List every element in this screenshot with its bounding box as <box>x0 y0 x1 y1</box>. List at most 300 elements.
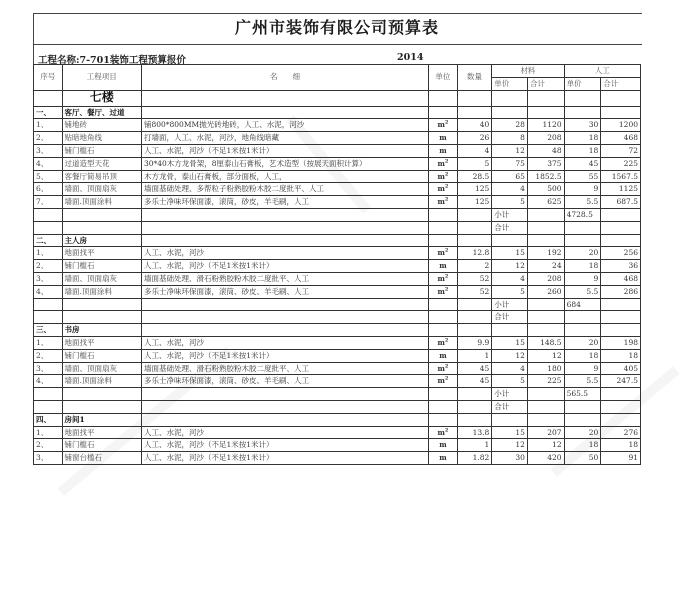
unit-text: m <box>437 248 445 258</box>
row-material-total: 260 <box>527 285 564 298</box>
row-item-name: 墙面、顶面扇灰 <box>62 272 141 285</box>
floor-label: 七楼 <box>62 90 141 106</box>
empty-cell <box>429 324 458 337</box>
floor-row <box>34 90 641 106</box>
row-material-unit-price: 5 <box>492 375 528 388</box>
unit-superscript: 2 <box>444 286 449 293</box>
row-description: 人工、水泥，河沙（不足1米按1米计） <box>141 144 428 157</box>
row-unit <box>429 349 458 362</box>
empty-cell <box>62 311 141 324</box>
row-index: 4、 <box>34 157 63 170</box>
row-item-name: 铺门槛石 <box>62 144 141 157</box>
row-labor-total: 198 <box>601 336 641 349</box>
row-material-total: 625 <box>527 196 564 209</box>
row-material-unit-price: 15 <box>492 426 528 439</box>
row-labor-unit-price: 20 <box>564 426 601 439</box>
section-index: 一、 <box>34 106 63 119</box>
row-unit <box>429 362 458 375</box>
row-labor-total: 1567.5 <box>601 170 641 183</box>
row-item-name: 铺门槛石 <box>62 260 141 273</box>
row-item-name: 墙面.顶面涂料 <box>62 375 141 388</box>
row-index: 1、 <box>34 426 63 439</box>
row-description: 墙面基础处理、滑石粉熟胶粉木胶二度批平、人工 <box>141 272 428 285</box>
section-header-row <box>34 324 641 337</box>
empty-cell <box>429 221 458 234</box>
empty-cell <box>527 400 564 413</box>
header-material: 材料 <box>492 65 564 78</box>
header-material-total: 合计 <box>527 77 564 90</box>
table-row <box>34 272 641 285</box>
row-unit <box>429 452 458 465</box>
row-unit <box>429 170 458 183</box>
row-unit <box>429 375 458 388</box>
empty-cell <box>457 388 492 401</box>
row-index: 3、 <box>34 362 63 375</box>
subtotal-row <box>34 388 641 401</box>
row-description: 人工、水泥，河沙（不足1米按1米计） <box>141 452 428 465</box>
row-labor-unit-price: 5.5 <box>564 196 601 209</box>
table-row <box>34 336 641 349</box>
table-row <box>34 426 641 439</box>
unit-superscript: 2 <box>444 363 449 370</box>
empty-cell <box>141 400 428 413</box>
row-index: 3、 <box>34 272 63 285</box>
row-index: 2、 <box>34 349 63 362</box>
row-material-unit-price: 15 <box>492 247 528 260</box>
row-labor-total: 91 <box>601 452 641 465</box>
page-title: 广州市装饰有限公司预算表 <box>234 18 439 37</box>
row-material-total: 420 <box>527 452 564 465</box>
unit-text: m <box>437 158 445 168</box>
table-row <box>34 183 641 196</box>
row-labor-unit-price: 18 <box>564 132 601 145</box>
empty-cell <box>34 311 63 324</box>
empty-cell <box>601 400 641 413</box>
row-description: 木方龙骨，泰山石膏板，部分面板，人工， <box>141 170 428 183</box>
empty-cell <box>62 208 141 221</box>
empty-cell <box>564 234 601 247</box>
empty-cell <box>527 324 564 337</box>
section-header-row <box>34 106 641 119</box>
row-item-name: 铺门槛石 <box>62 349 141 362</box>
section-header-row <box>34 234 641 247</box>
section-name: 客厅、餐厅、过道 <box>62 106 141 119</box>
row-labor-total: 468 <box>601 272 641 285</box>
row-material-total: 208 <box>527 132 564 145</box>
row-labor-unit-price: 50 <box>564 452 601 465</box>
row-index: 5、 <box>34 170 63 183</box>
section-name: 房间1 <box>62 413 141 426</box>
row-description: 人工、水泥，河沙（不足1米按1米计） <box>141 260 428 273</box>
header-item: 工程项目 <box>62 65 141 91</box>
table-row <box>34 157 641 170</box>
row-quantity: 45 <box>457 362 492 375</box>
empty-cell <box>601 413 641 426</box>
row-unit <box>429 272 458 285</box>
unit-text: m <box>439 453 447 463</box>
header-labor-total: 合计 <box>601 77 641 90</box>
empty-cell <box>601 311 641 324</box>
row-index: 6、 <box>34 183 63 196</box>
table-row <box>34 144 641 157</box>
header-material-unit-price: 单价 <box>492 77 528 90</box>
header-index: 序号 <box>34 65 63 91</box>
empty-cell <box>527 413 564 426</box>
row-item-name: 贴暗地角线 <box>62 132 141 145</box>
row-item-name: 铺地砖 <box>62 119 141 132</box>
year-label: 2014 <box>397 52 424 63</box>
row-labor-unit-price: 18 <box>564 260 601 273</box>
empty-cell <box>62 298 141 311</box>
unit-text: m <box>437 363 445 373</box>
row-description: 人工、水泥，河沙（不足1米按1米计） <box>141 439 428 452</box>
row-quantity: 125 <box>457 183 492 196</box>
row-description: 人工、水泥，河沙 <box>141 247 428 260</box>
table-row <box>34 119 641 132</box>
table-row <box>34 349 641 362</box>
row-unit <box>429 119 458 132</box>
row-labor-total: 468 <box>601 132 641 145</box>
row-material-unit-price: 12 <box>492 439 528 452</box>
unit-superscript: 2 <box>444 273 449 280</box>
empty-cell <box>457 208 492 221</box>
row-labor-unit-price: 18 <box>564 439 601 452</box>
row-index: 2、 <box>34 439 63 452</box>
table-row <box>34 170 641 183</box>
row-item-name: 客餐厅简易吊顶 <box>62 170 141 183</box>
row-quantity: 45 <box>457 375 492 388</box>
row-material-unit-price: 5 <box>492 196 528 209</box>
row-material-unit-price: 12 <box>492 144 528 157</box>
row-material-total: 180 <box>527 362 564 375</box>
row-item-name: 铺门槛石 <box>62 439 141 452</box>
unit-text: m <box>439 350 447 360</box>
row-material-total: 12 <box>527 439 564 452</box>
table-row <box>34 452 641 465</box>
project-name: 工程名称:7-701装饰工程预算报价 <box>38 55 186 66</box>
row-quantity: 1 <box>457 439 492 452</box>
row-description: 人工、水泥，河沙 <box>141 336 428 349</box>
empty-cell <box>492 324 528 337</box>
row-material-total: 208 <box>527 272 564 285</box>
header-labor-unit-price: 单价 <box>564 77 601 90</box>
unit-superscript: 2 <box>444 376 449 382</box>
unit-superscript: 2 <box>444 248 449 255</box>
row-description: 墙面基础处理、多帮粒子粉熟胶粉木胶二度批平、人工 <box>141 183 428 196</box>
row-material-unit-price: 12 <box>492 260 528 273</box>
unit-text: m <box>439 145 447 155</box>
row-material-unit-price: 4 <box>492 183 528 196</box>
empty-cell <box>457 413 492 426</box>
total-row <box>34 221 641 234</box>
row-labor-total: 36 <box>601 260 641 273</box>
row-index: 2、 <box>34 132 63 145</box>
empty-cell <box>141 324 428 337</box>
empty-cell <box>564 324 601 337</box>
empty-cell <box>457 106 492 119</box>
section-index: 四、 <box>34 413 63 426</box>
row-quantity: 125 <box>457 196 492 209</box>
section-header-row <box>34 413 641 426</box>
row-material-unit-price: 4 <box>492 272 528 285</box>
unit-superscript: 2 <box>444 196 449 203</box>
empty-cell <box>457 311 492 324</box>
row-unit <box>429 196 458 209</box>
row-index: 1、 <box>34 119 63 132</box>
unit-superscript: 2 <box>444 158 449 165</box>
row-labor-unit-price: 9 <box>564 272 601 285</box>
subtotal-value: 565.5 <box>564 388 601 401</box>
row-unit <box>429 157 458 170</box>
row-quantity: 52 <box>457 272 492 285</box>
unit-text: m <box>437 197 445 207</box>
empty-cell <box>429 208 458 221</box>
empty-cell <box>141 298 428 311</box>
row-quantity: 4 <box>457 144 492 157</box>
empty-cell <box>527 208 564 221</box>
row-index: 3、 <box>34 144 63 157</box>
row-description: 铺800*800MM抛光砖地砖，人工、水泥，河沙 <box>141 119 428 132</box>
row-description: 打墙面，人工、水泥，河沙，地角线暗藏 <box>141 132 428 145</box>
empty-cell <box>429 400 458 413</box>
unit-superscript: 2 <box>444 184 449 191</box>
table-row <box>34 260 641 273</box>
empty-cell <box>429 106 458 119</box>
empty-cell <box>34 221 63 234</box>
row-material-unit-price: 12 <box>492 349 528 362</box>
row-material-total: 225 <box>527 375 564 388</box>
row-labor-unit-price: 20 <box>564 336 601 349</box>
row-item-name: 墙面.顶面涂料 <box>62 196 141 209</box>
table-row <box>34 247 641 260</box>
unit-superscript: 2 <box>444 171 449 178</box>
row-material-total: 12 <box>527 349 564 362</box>
row-material-total: 24 <box>527 260 564 273</box>
empty-cell <box>601 324 641 337</box>
table-row <box>34 375 641 388</box>
header-unit: 单位 <box>429 65 458 91</box>
row-quantity: 9.9 <box>457 336 492 349</box>
table-row <box>34 285 641 298</box>
row-index: 1、 <box>34 336 63 349</box>
row-quantity: 28.5 <box>457 170 492 183</box>
table-row <box>34 196 641 209</box>
unit-text: m <box>437 337 445 347</box>
empty-cell <box>141 388 428 401</box>
row-material-total: 48 <box>527 144 564 157</box>
unit-superscript: 2 <box>444 427 449 434</box>
row-labor-unit-price: 9 <box>564 362 601 375</box>
section-index: 二、 <box>34 234 63 247</box>
row-material-total: 1852.5 <box>527 170 564 183</box>
unit-text: m <box>437 120 445 130</box>
row-quantity: 5 <box>457 157 492 170</box>
unit-superscript: 2 <box>444 120 449 127</box>
empty-cell <box>429 413 458 426</box>
row-description: 多乐士净味环保面漆，滚筒、砂皮、羊毛刷、人工 <box>141 375 428 388</box>
row-material-unit-price: 4 <box>492 362 528 375</box>
unit-text: m <box>437 273 445 283</box>
row-unit <box>429 247 458 260</box>
unit-text: m <box>439 261 447 271</box>
row-quantity: 40 <box>457 119 492 132</box>
row-description: 人工、水泥，河沙（不足1米按1米计） <box>141 349 428 362</box>
row-labor-unit-price: 20 <box>564 247 601 260</box>
empty-cell <box>429 298 458 311</box>
empty-cell <box>34 400 63 413</box>
row-item-name: 地面找平 <box>62 247 141 260</box>
row-material-unit-price: 75 <box>492 157 528 170</box>
empty-cell <box>457 234 492 247</box>
row-labor-total: 72 <box>601 144 641 157</box>
empty-cell <box>492 234 528 247</box>
row-item-name: 铺窗台槛石 <box>62 452 141 465</box>
unit-text: m <box>437 286 445 296</box>
empty-cell <box>62 388 141 401</box>
row-labor-unit-price: 30 <box>564 119 601 132</box>
row-item-name: 过道造型天花 <box>62 157 141 170</box>
row-labor-total: 256 <box>601 247 641 260</box>
empty-cell <box>457 221 492 234</box>
row-index: 7、 <box>34 196 63 209</box>
row-index: 4、 <box>34 375 63 388</box>
row-labor-total: 225 <box>601 157 641 170</box>
row-material-total: 500 <box>527 183 564 196</box>
empty-cell <box>564 413 601 426</box>
empty-cell <box>527 311 564 324</box>
unit-text: m <box>437 376 445 386</box>
row-labor-unit-price: 18 <box>564 144 601 157</box>
unit-text: m <box>437 171 445 181</box>
row-item-name: 墙面、顶面扇灰 <box>62 183 141 196</box>
row-labor-total: 405 <box>601 362 641 375</box>
divider <box>33 43 34 65</box>
total-label: 合计 <box>492 221 528 234</box>
total-label: 合计 <box>492 311 528 324</box>
row-material-unit-price: 28 <box>492 119 528 132</box>
row-index: 1、 <box>34 247 63 260</box>
empty-cell <box>457 324 492 337</box>
empty-cell <box>429 234 458 247</box>
empty-cell <box>564 311 601 324</box>
total-label: 合计 <box>492 400 528 413</box>
row-material-unit-price: 65 <box>492 170 528 183</box>
empty-cell <box>601 234 641 247</box>
row-description: 多乐士净味环保面漆，滚筒，砂皮，羊毛刷，人工 <box>141 196 428 209</box>
empty-cell <box>457 298 492 311</box>
row-item-name: 地面找平 <box>62 426 141 439</box>
empty-cell <box>492 106 528 119</box>
row-labor-unit-price: 18 <box>564 349 601 362</box>
row-labor-total: 687.5 <box>601 196 641 209</box>
empty-cell <box>141 413 428 426</box>
row-quantity: 2 <box>457 260 492 273</box>
empty-cell <box>141 311 428 324</box>
row-labor-total: 1125 <box>601 183 641 196</box>
empty-cell <box>527 221 564 234</box>
empty-cell <box>34 208 63 221</box>
row-description: 人工、水泥，河沙 <box>141 426 428 439</box>
unit-text: m <box>437 184 445 194</box>
unit-text: m <box>439 440 447 450</box>
row-material-total: 1120 <box>527 119 564 132</box>
row-index: 2、 <box>34 260 63 273</box>
empty-cell <box>601 298 641 311</box>
row-index: 4、 <box>34 285 63 298</box>
row-unit <box>429 144 458 157</box>
header-detail: 名 细 <box>141 65 428 91</box>
subtotal-value: 684 <box>564 298 601 311</box>
empty-cell <box>429 311 458 324</box>
table-row <box>34 439 641 452</box>
empty-cell <box>601 221 641 234</box>
empty-cell <box>601 388 641 401</box>
subtotal-row <box>34 208 641 221</box>
total-row <box>34 311 641 324</box>
subtotal-label: 小计 <box>492 298 528 311</box>
row-material-unit-price: 8 <box>492 132 528 145</box>
row-unit <box>429 183 458 196</box>
row-quantity: 12.8 <box>457 247 492 260</box>
unit-superscript: 2 <box>444 337 449 344</box>
empty-cell <box>141 234 428 247</box>
empty-cell <box>62 221 141 234</box>
row-material-unit-price: 5 <box>492 285 528 298</box>
empty-cell <box>492 413 528 426</box>
row-labor-unit-price: 55 <box>564 170 601 183</box>
row-unit <box>429 336 458 349</box>
subtotal-label: 小计 <box>492 388 528 401</box>
empty-cell <box>527 388 564 401</box>
section-name: 主人房 <box>62 234 141 247</box>
table-row <box>34 362 641 375</box>
empty-cell <box>564 106 601 119</box>
empty-cell <box>34 388 63 401</box>
row-quantity: 1 <box>457 349 492 362</box>
row-item-name: 墙面.顶面涂料 <box>62 285 141 298</box>
subtotal-value: 4728.5 <box>564 208 601 221</box>
row-labor-total: 247.5 <box>601 375 641 388</box>
row-material-total: 375 <box>527 157 564 170</box>
unit-text: m <box>439 133 447 143</box>
section-index: 三、 <box>34 324 63 337</box>
empty-cell <box>34 298 63 311</box>
empty-cell <box>141 106 428 119</box>
subtotal-label: 小计 <box>492 208 528 221</box>
row-unit <box>429 260 458 273</box>
row-quantity: 13.8 <box>457 426 492 439</box>
row-unit <box>429 426 458 439</box>
header-row <box>34 65 641 78</box>
empty-cell <box>527 298 564 311</box>
empty-cell <box>601 208 641 221</box>
row-labor-total: 18 <box>601 349 641 362</box>
row-labor-total: 286 <box>601 285 641 298</box>
row-material-unit-price: 30 <box>492 452 528 465</box>
section-name: 书房 <box>62 324 141 337</box>
row-material-total: 148.5 <box>527 336 564 349</box>
table-row <box>34 132 641 145</box>
row-labor-total: 18 <box>601 439 641 452</box>
subtotal-row <box>34 298 641 311</box>
row-index: 3、 <box>34 452 63 465</box>
row-description: 多乐士净味环保面漆，滚筒、砂皮、羊毛刷、人工 <box>141 285 428 298</box>
row-labor-total: 276 <box>601 426 641 439</box>
row-material-total: 192 <box>527 247 564 260</box>
row-unit <box>429 132 458 145</box>
row-labor-unit-price: 5.5 <box>564 375 601 388</box>
header-labor: 人工 <box>564 65 640 78</box>
